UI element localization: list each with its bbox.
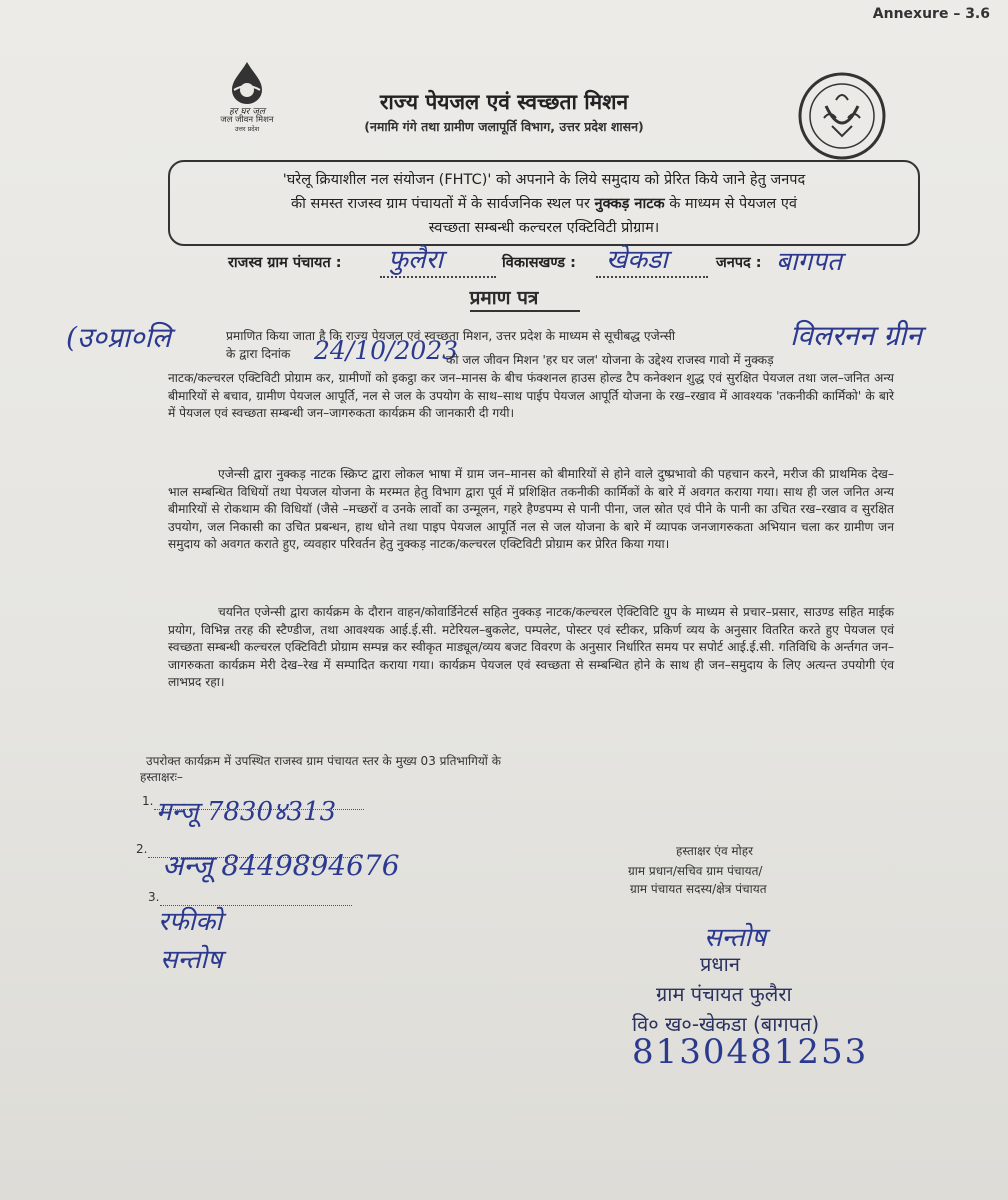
box-line-3: स्वच्छता सम्बन्धी कल्चरल एक्टिविटी प्रोग्राम।	[428, 220, 660, 236]
signature-role-line-1: ग्राम प्रधान/सचिव ग्राम पंचायत/	[628, 864, 763, 878]
agency-prefix-handwritten: (उ०प्रा०लि	[66, 321, 171, 354]
participant-2-signature: अन्जू 8449894676	[162, 849, 400, 882]
district-label: जनपद :	[716, 255, 762, 271]
p1-line2b: को जल जीवन मिशन 'हर घर जल' योजना के उद्देश्य राजस्व गावो में नुक्कड़	[446, 353, 774, 367]
box-line-2b: नुक्कड़ नाटक	[594, 196, 665, 212]
participant-3-signature: रफीको	[158, 907, 223, 937]
pradhan-phone: 8130481253	[632, 1032, 869, 1072]
paragraph-1: नाटक/कल्चरल एक्टिविटी प्रोग्राम कर, ग्रामीणों को इकट्ठा कर जन–मानस के बीच फंक्शनल हाउस होल्ड टैप कनेक्शन शुद्ध एवं सुरक्षित पेयजल तथा जल–जनित अन्य बीमारियों से बचाव, ग्रामीण पेयजल आपूर्ति, नल से जल के उपयोग के साथ–साथ पाईप पेयजल आपूर्ति योजना के रख–रखाव में आवश्यक 'तकनीकी कार्मिको' के बारे में पेयजल एवं स्वच्छता सम्बन्धी जन–जागरुकता कार्यक्रम की जानकारी दी गयी।	[168, 371, 894, 421]
participant-1-signature: मन्जू 7830४313	[156, 797, 337, 827]
date-handwritten: 24/10/2023	[314, 336, 459, 365]
annexure-label: Annexure – 3.6	[872, 6, 990, 22]
pradhan-block: वि० ख०-खेकडा (बागपत)	[632, 1012, 820, 1036]
signature-seal-label: हस्ताक्षर एंव मोहर	[676, 844, 754, 858]
p1-lead: प्रमाणित किया जाता है कि राज्य पेयजल एवं स्वच्छता मिशन, उत्तर प्रदेश के माध्यम से सूचीबद्ध एजेन्सी	[226, 329, 676, 343]
participant-1-num: 1.	[142, 794, 154, 808]
box-line-2	[186, 192, 902, 216]
pradhan-title: प्रधान	[700, 952, 740, 976]
logo-text-2: जल जीवन मिशन	[220, 115, 274, 125]
paragraph-3: चयनित एजेन्सी द्वारा कार्यक्रम के दौरान वाहन/कोवार्डिनेटर्स सहित नुक्कड़ नाटक/कल्चरल ऐक्टिविटि ग्रुप के माध्यम से प्रचार–प्रसार, साउण्ड सहित माईक प्रयोग, विभिन्न तरह की स्टैण्डीज, तथा आवश्यक आई.ई.सी. मटेरियल–बुकलेट, पम्पलेट, पोस्टर एवं स्टीकर, प्रकिर्ण व्यय के अनुसार वितरित करते हुए पेयजल एवं स्वच्छता सम्बन्धी कल्चरल एक्टिविटी प्रोग्राम सम्पन्न कर स्वीकृत माड्यूल/व्यय बजट विवरण के अनुसार निर्धारित समय पर सपोर्ट आई.ई.सी. गतिविधि के अर्न्तगत जन–जागरुकता कार्यक्रम मेरी देख–रेख में सम्पादित कराया गया। कार्यक्रम पेयजल एवं स्वच्छता से सम्बन्धित होने के साथ ही जन–समुदाय के लिए अत्यन्त उपयोगी एंव लाभप्रद रहा।	[168, 605, 894, 690]
block-value: खेकडा	[606, 245, 668, 275]
agency-name-handwritten: विलरनन ग्रीन	[790, 319, 922, 352]
pradhan-gram-panchayat: ग्राम पंचायत फुलैरा	[656, 982, 792, 1006]
extra-signature: सन्तोष	[160, 945, 223, 975]
logo-text-3: उत्तर प्रदेश	[234, 125, 260, 133]
paragraph-2: एजेन्सी द्वारा नुक्कड़ नाटक स्क्रिप्ट द्वारा लोकल भाषा में ग्राम जन–मानस को बीमारियों से होने वाले दुष्प्रभावो की पहचान करने, मरीज की प्राथमिक देख–भाल सम्बन्धित विधियों तथा पेयजल योजना के मरम्मत हेतु विभाग द्वारा पूर्व में प्रशिक्षित तकनीकी कार्मिकों के बारे में अवगत कराया गया। साथ ही जल जनित अन्य बीमारियों से रोकथाम की विधियॉ (जैसे –मच्छरों व उनके लार्वो का उन्मूलन, गहरे हैण्डपम्प से पानी पीना, जल स्रोत एवं पीने के पानी का उचित रख–रखाव व सुरक्षित उपयोग, जल निकासी का उचित प्रबन्धन, हाथ धोने तथा पाइप पेयजल आपूर्ति नल से जल योजना के बारे में व्यापक जनजागरुकता अभियान चला कर ग्रामीण जन समुदाय को अवगत कराते हुए, व्यवहार परिवर्तन हेतु नुक्कड़ नाटक/कल्चरल एक्टिविटी प्रोग्राम कर प्रेरित किया गया।	[168, 467, 894, 552]
participants-intro: उपरोक्त कार्यक्रम में उपस्थित राजस्व ग्राम पंचायत स्तर के मुख्य 03 प्रतिभागियों के	[146, 754, 501, 768]
participant-3-num: 3.	[148, 890, 160, 904]
district-value: बागपत	[776, 247, 842, 277]
gram-panchayat-label: राजस्व ग्राम पंचायत :	[228, 255, 342, 271]
gram-panchayat-value: फुलैरा	[388, 245, 444, 275]
up-government-emblem-icon	[796, 70, 888, 162]
logo-text-1: हर घर जल	[229, 107, 265, 117]
participants-signature-label: हस्ताक्षरः–	[140, 770, 183, 784]
box-line-2a: की समस्त राजस्व ग्राम पंचायतों में के सार्वजनिक स्थल पर	[291, 196, 595, 212]
heading-underline	[470, 310, 580, 312]
pradhan-signature: सन्तोष	[704, 923, 767, 953]
p1-line2a: के द्वारा दिनांक	[226, 347, 291, 361]
box-line-2c: के माध्यम से पेयजल एवं	[664, 196, 797, 212]
program-title-text	[186, 168, 902, 240]
block-label: विकासखण्ड :	[502, 255, 576, 271]
participant-2-num: 2.	[136, 842, 148, 856]
document-subtitle: (नमामि गंगे तथा ग्रामीण जलापूर्ति विभाग, उत्तर प्रदेश शासन)	[364, 119, 644, 134]
signature-role-line-2: ग्राम पंचायत सदस्य/क्षेत्र पंचायत	[630, 882, 767, 896]
document-title: राज्य पेयजल एवं स्वच्छता मिशन	[379, 90, 629, 114]
box-line-1: 'घरेलू क्रियाशील नल संयोजन (FHTC)' को अपनाने के लिये समुदाय को प्रेरित किये जाने हेतु जनपद	[282, 172, 806, 188]
certificate-heading: प्रमाण पत्र	[469, 287, 539, 309]
